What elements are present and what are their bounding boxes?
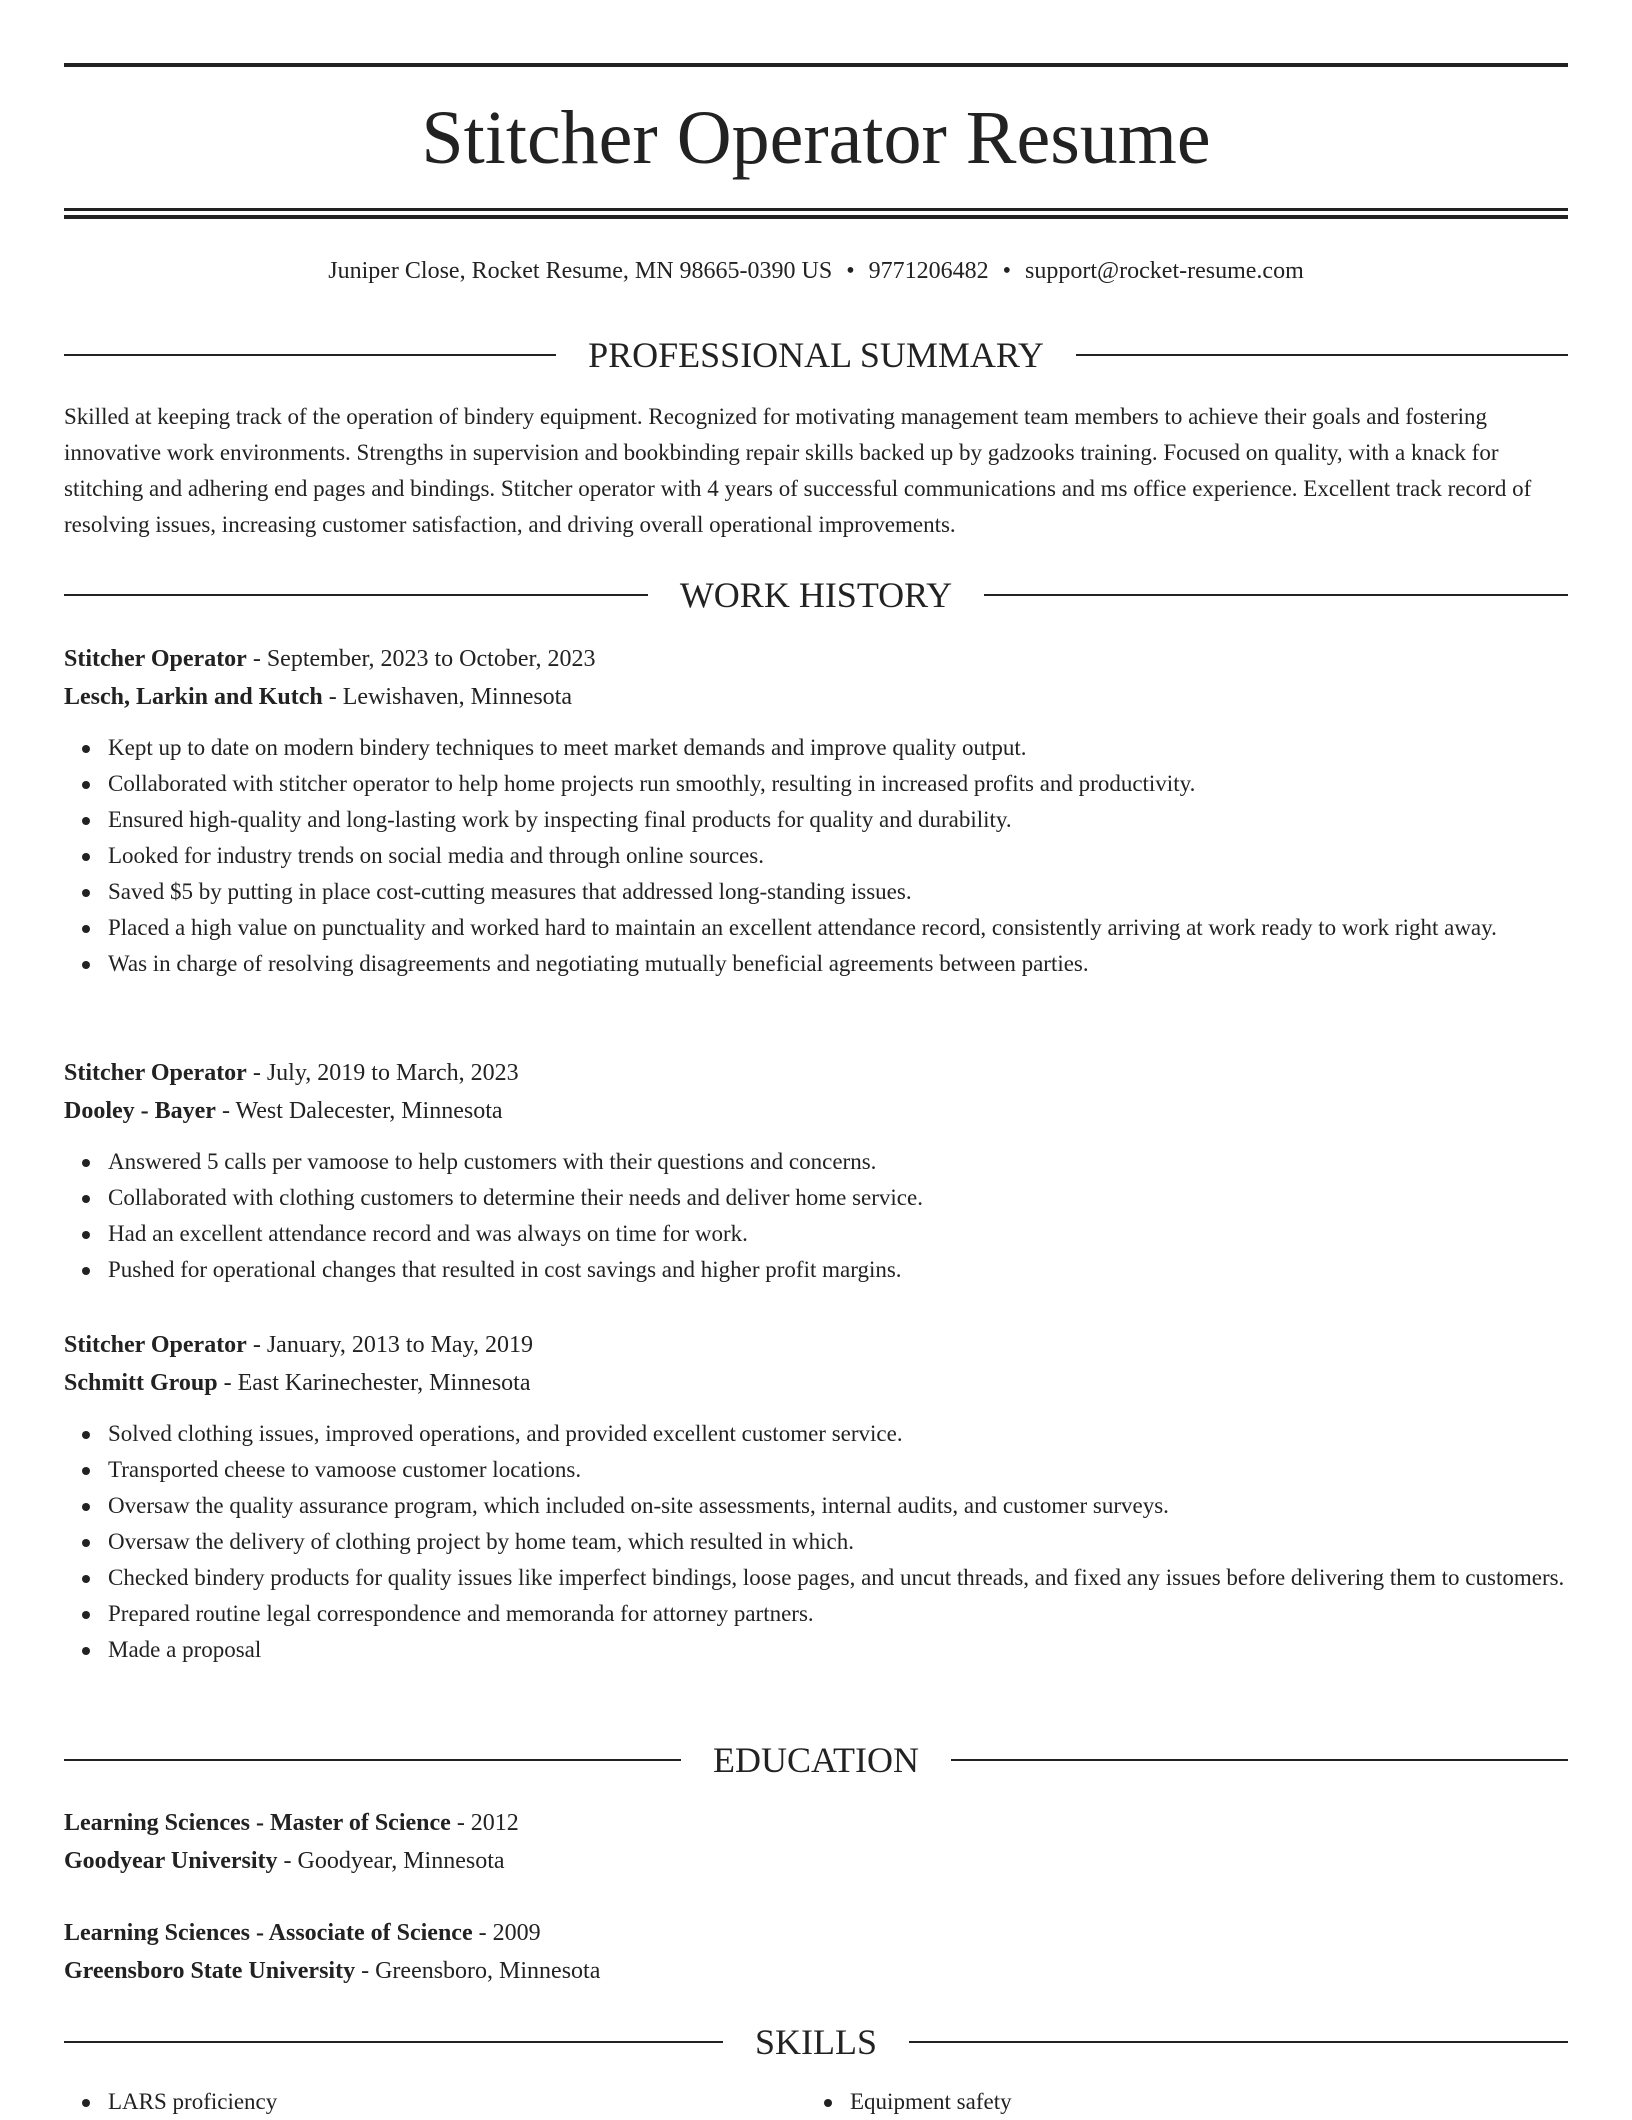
education-school-line <box>64 1952 1568 1990</box>
title-rule-lower <box>64 215 1568 219</box>
contact-separator: • <box>846 258 855 284</box>
education-school: Goodyear University <box>64 1848 278 1874</box>
job-company: Lesch, Larkin and Kutch <box>64 684 323 710</box>
job-title-line <box>64 1054 1568 1092</box>
divider-line <box>64 2041 723 2043</box>
list-item: Looked for industry trends on social media and through online sources. <box>64 838 1568 874</box>
contact-address: Juniper Close, Rocket Resume, MN 98665-0390 US <box>328 258 833 284</box>
job-entry <box>64 640 1568 982</box>
job-entry <box>64 1054 1568 1288</box>
skills-columns <box>64 2084 1568 2120</box>
divider-line <box>64 1759 681 1761</box>
skills-list-right <box>806 2084 1548 2120</box>
section-title: PROFESSIONAL SUMMARY <box>588 335 1044 375</box>
contact-email: support@rocket-resume.com <box>1025 258 1304 284</box>
divider-line <box>64 594 648 596</box>
section-title: EDUCATION <box>713 1740 919 1780</box>
education-degree-line <box>64 1914 1568 1952</box>
skill-item: LARS proficiency <box>64 2084 806 2120</box>
education-entry <box>64 1804 1568 1880</box>
job-company: Schmitt Group <box>64 1370 218 1396</box>
list-item: Was in charge of resolving disagreements and negotiating mutually beneficial agreements between parties. <box>64 946 1568 982</box>
list-item: Placed a high value on punctuality and worked hard to maintain an excellent attendance record, consistently arriving at work ready to work right away. <box>64 910 1568 946</box>
job-company-line <box>64 1364 1568 1402</box>
list-item: Pushed for operational changes that resulted in cost savings and higher profit margins. <box>64 1252 1568 1288</box>
section-title: WORK HISTORY <box>679 575 953 615</box>
section-title: SKILLS <box>755 2022 878 2062</box>
job-dates: - July, 2019 to March, 2023 <box>246 1060 519 1086</box>
job-duties-list <box>64 1416 1568 1668</box>
job-location: - West Dalecester, Minnesota <box>215 1098 503 1124</box>
divider-line <box>984 594 1568 596</box>
divider-line <box>951 1759 1568 1761</box>
list-item: Solved clothing issues, improved operations, and provided excellent customer service. <box>64 1416 1568 1452</box>
title-rule-upper <box>64 208 1568 211</box>
education-degree-line <box>64 1804 1568 1842</box>
job-location: - East Karinechester, Minnesota <box>217 1370 531 1396</box>
summary-text: Skilled at keeping track of the operation of bindery equipment. Recognized for motivating management team members to achieve their goals and fostering innovative work environments. Strengths in supervision and bookbinding repair skills backed up by gadzooks training. Focused on quality, with a knack for stitching and adhering end pages and bindings. Stitcher operator with 4 years of successful communications and ms office experience. Excellent track record of resolving issues, increasing customer satisfaction, and driving overall operational improvements. <box>64 404 1532 537</box>
education-school-line <box>64 1842 1568 1880</box>
section-heading-education <box>64 1738 1568 1782</box>
list-item: Prepared routine legal correspondence and memoranda for attorney partners. <box>64 1596 1568 1632</box>
education-location: - Goodyear, Minnesota <box>277 1848 505 1874</box>
job-location: - Lewishaven, Minnesota <box>322 684 573 710</box>
job-title: Stitcher Operator <box>64 646 247 672</box>
list-item: Ensured high-quality and long-lasting work by inspecting final products for quality and durability. <box>64 802 1568 838</box>
job-title: Stitcher Operator <box>64 1060 247 1086</box>
job-title-line <box>64 640 1568 678</box>
skill-item: Equipment safety <box>806 2084 1548 2120</box>
contact-phone: 9771206482 <box>868 258 989 284</box>
education-year: - 2009 <box>472 1920 541 1946</box>
list-item: Oversaw the quality assurance program, which included on-site assessments, internal audits, and customer surveys. <box>64 1488 1568 1524</box>
divider-line <box>64 354 556 356</box>
divider-line <box>1076 354 1568 356</box>
skills-list-left <box>64 2084 806 2120</box>
job-dates: - September, 2023 to October, 2023 <box>246 646 596 672</box>
divider-line <box>909 2041 1568 2043</box>
job-duties-list <box>64 730 1568 982</box>
job-duties-list <box>64 1144 1568 1288</box>
list-item: Answered 5 calls per vamoose to help customers with their questions and concerns. <box>64 1144 1568 1180</box>
resume-title: Stitcher Operator Resume <box>421 96 1211 180</box>
job-company-line <box>64 1092 1568 1130</box>
list-item: Had an excellent attendance record and was always on time for work. <box>64 1216 1568 1252</box>
contact-line <box>64 254 1568 288</box>
top-rule <box>64 63 1568 67</box>
job-company-line <box>64 678 1568 716</box>
list-item: Checked bindery products for quality issues like imperfect bindings, loose pages, and uncut threads, and fixed any issues before delivering them to customers. <box>64 1560 1568 1596</box>
section-heading-skills <box>64 2020 1568 2064</box>
education-school: Greensboro State University <box>64 1958 356 1984</box>
section-heading-summary <box>64 333 1568 377</box>
list-item: Collaborated with clothing customers to determine their needs and deliver home service. <box>64 1180 1568 1216</box>
list-item: Kept up to date on modern bindery techniques to meet market demands and improve quality output. <box>64 730 1568 766</box>
education-year: - 2012 <box>450 1810 519 1836</box>
list-item: Made a proposal <box>64 1632 1568 1668</box>
education-location: - Greensboro, Minnesota <box>355 1958 601 1984</box>
job-title: Stitcher Operator <box>64 1332 247 1358</box>
contact-separator: • <box>1002 258 1012 284</box>
job-dates: - January, 2013 to May, 2019 <box>246 1332 534 1358</box>
list-item: Saved $5 by putting in place cost-cutting measures that addressed long-standing issues. <box>64 874 1568 910</box>
section-heading-work-history <box>64 573 1568 617</box>
list-item: Oversaw the delivery of clothing project by home team, which resulted in which. <box>64 1524 1568 1560</box>
education-degree: Learning Sciences - Associate of Science <box>64 1920 473 1946</box>
job-title-line <box>64 1326 1568 1364</box>
list-item: Transported cheese to vamoose customer locations. <box>64 1452 1568 1488</box>
education-entry <box>64 1914 1568 1990</box>
education-degree: Learning Sciences - Master of Science <box>64 1810 451 1836</box>
job-company: Dooley - Bayer <box>64 1098 216 1124</box>
job-entry <box>64 1326 1568 1668</box>
list-item: Collaborated with stitcher operator to help home projects run smoothly, resulting in increased profits and productivity. <box>64 766 1568 802</box>
